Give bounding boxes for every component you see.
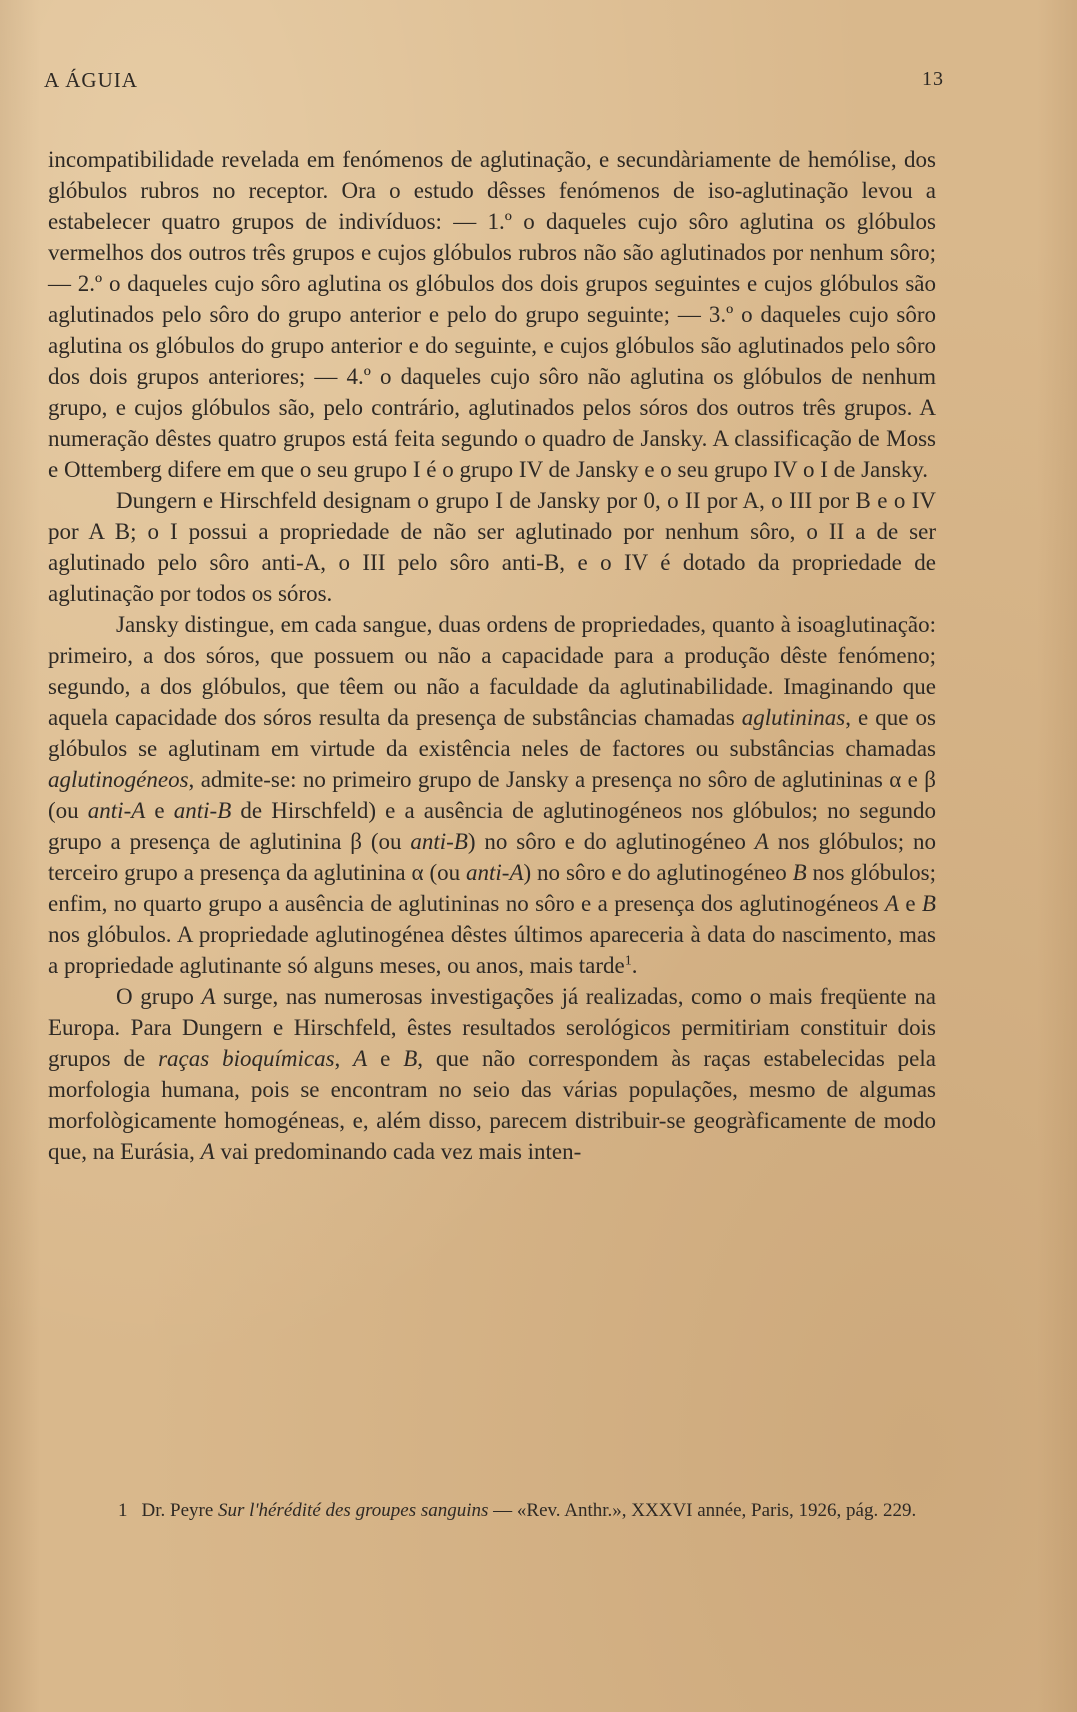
footnote-reference: 1 xyxy=(624,953,632,969)
running-head xyxy=(44,68,944,98)
text-run: ) no sôro e do aglutinogéneo xyxy=(467,829,755,854)
text-run: e xyxy=(145,798,174,823)
text-run: , que não correspondem às raças estabelecidas pela morfologia humana, pois se encontram no seio das várias populações, mesmo de algumas morfològicamente homogéneas, e, além disso, parecem distribuir-se geogràficamente de modo que, na Eurásia, xyxy=(48,1046,936,1164)
paragraph xyxy=(48,485,936,609)
footnote-text xyxy=(142,1500,917,1521)
footnote-number: 1 xyxy=(118,1500,128,1521)
italic-span: A xyxy=(353,1046,368,1071)
body-text xyxy=(48,144,936,1167)
text-run: Dr. Peyre xyxy=(141,1500,219,1521)
paragraph xyxy=(48,609,936,981)
text-run: , e que os glóbulos se aglutinam em virtude da existência neles de factores ou substâncias chamadas xyxy=(48,705,936,761)
text-run: de Hirschfeld) e a ausência de aglutinogéneos nos glóbulos; no segundo grupo a presença de aglutinina β (ou xyxy=(48,798,936,854)
text-run: nos glóbulos. A propriedade aglutinogénea dêstes últimos apareceria à data do nascimento, mas a propriedade aglutinante só alguns meses, ou anos, mais tarde xyxy=(48,922,936,978)
italic-span: aglutinogéneos xyxy=(48,767,189,792)
text-run: nos glóbulos; no terceiro grupo a presença da aglutinina α (ou xyxy=(48,829,937,885)
text-run: surge, nas numerosas investigações já realizadas, como o mais freqüente na Europa. Para Dungern e Hirschfeld, êstes resultados serológicos permitiriam constituir dois grupos de xyxy=(48,984,936,1071)
text-run: O grupo xyxy=(116,984,202,1009)
italic-span: Sur l'hérédité des groupes sanguins xyxy=(218,1500,489,1521)
italic-span: B xyxy=(792,860,807,885)
italic-span: A xyxy=(884,891,899,916)
page-number: 13 xyxy=(922,68,944,90)
text-run: vai predominando cada vez mais inten- xyxy=(214,1139,582,1164)
text-run: Dungern e Hirschfeld designam o grupo I de Jansky por 0, o II por A, o III por B e o IV por A B; o I possui a propriedade de não ser aglutinado por nenhum sôro, o II a de ser aglutinado pelo sôro anti-A, o III pelo sôro anti-B, e o IV é dotado da propriedade de aglutinação por todos os sóros. xyxy=(48,488,936,606)
text-run: Jansky distingue, em cada sangue, duas ordens de propriedades, quanto à isoaglutinação: primeiro, a dos sóros, que possuem ou não a capacidade para a produção dêste fenómeno; segundo, a dos glóbulos, que têem ou não a faculdade da aglutinabilidade. Imaginando que aquela capacidade dos sóros resulta da presença de substâncias chamadas xyxy=(48,612,936,730)
italic-span: B xyxy=(921,891,936,916)
italic-span: anti-A xyxy=(87,798,146,823)
italic-span: A xyxy=(754,829,769,854)
italic-span: aglutininas xyxy=(741,705,846,730)
text-run: e xyxy=(898,891,922,916)
italic-span: A xyxy=(200,1139,215,1164)
italic-span: B xyxy=(403,1046,418,1071)
paragraph xyxy=(48,144,936,485)
text-run: , xyxy=(334,1046,354,1071)
italic-span: anti-B xyxy=(173,798,232,823)
text-run: nos glóbulos; enfim, no quarto grupo a ausência de aglutininas no sôro e a presença dos aglutinogéneos xyxy=(48,860,936,916)
italic-span: A xyxy=(201,984,216,1009)
text-run: e xyxy=(367,1046,404,1071)
italic-span: anti-A xyxy=(466,860,524,885)
text-run: — «Rev. Anthr.», XXXVI année, Paris, 1926, pág. 229. xyxy=(488,1500,917,1521)
text-run: , admite-se: no primeiro grupo de Jansky a presença no sôro de aglutininas α e β (ou xyxy=(48,767,936,823)
journal-title: A ÁGUIA xyxy=(44,68,138,92)
italic-span: raças bioquímicas xyxy=(158,1046,335,1071)
footnote xyxy=(48,1498,936,1524)
text-run: incompatibilidade revelada em fenómenos de aglutinação, e secundàriamente de hemólise, dos glóbulos rubros no receptor. Ora o estudo dêsses fenómenos de iso-aglutinação levou a estabelecer quatro grupos de indivíduos: — 1.º o daqueles cujo sôro aglutina os glóbulos vermelhos dos outros três grupos e cujos glóbulos rubros não são aglutinados por nenhum sôro; — 2.º o daqueles cujo sôro aglutina os glóbulos dos dois grupos seguintes e cujos glóbulos são aglutinados pelo sôro do grupo anterior e pelo do grupo seguinte; — 3.º o daqueles cujo sôro aglutina os glóbulos do grupo anterior e do seguinte, e cujos glóbulos são aglutinados pelo sôro dos dois grupos anteriores; — 4.º o daqueles cujo sôro não aglutina os glóbulos de nenhum grupo, e cujos glóbulos são, pelo contrário, aglutinados pelos sóros dos outros três grupos. A numeração dêstes quatro grupos está feita segundo o quadro de Jansky. A classificação de Moss e Ottemberg difere em que o seu grupo I é o grupo IV de Jansky e o seu grupo IV o I de Jansky. xyxy=(48,147,936,482)
italic-span: anti-B xyxy=(410,829,468,854)
text-run: . xyxy=(631,953,638,978)
paragraph xyxy=(48,981,936,1167)
text-run: ) no sôro e do aglutinogéneo xyxy=(523,860,793,885)
